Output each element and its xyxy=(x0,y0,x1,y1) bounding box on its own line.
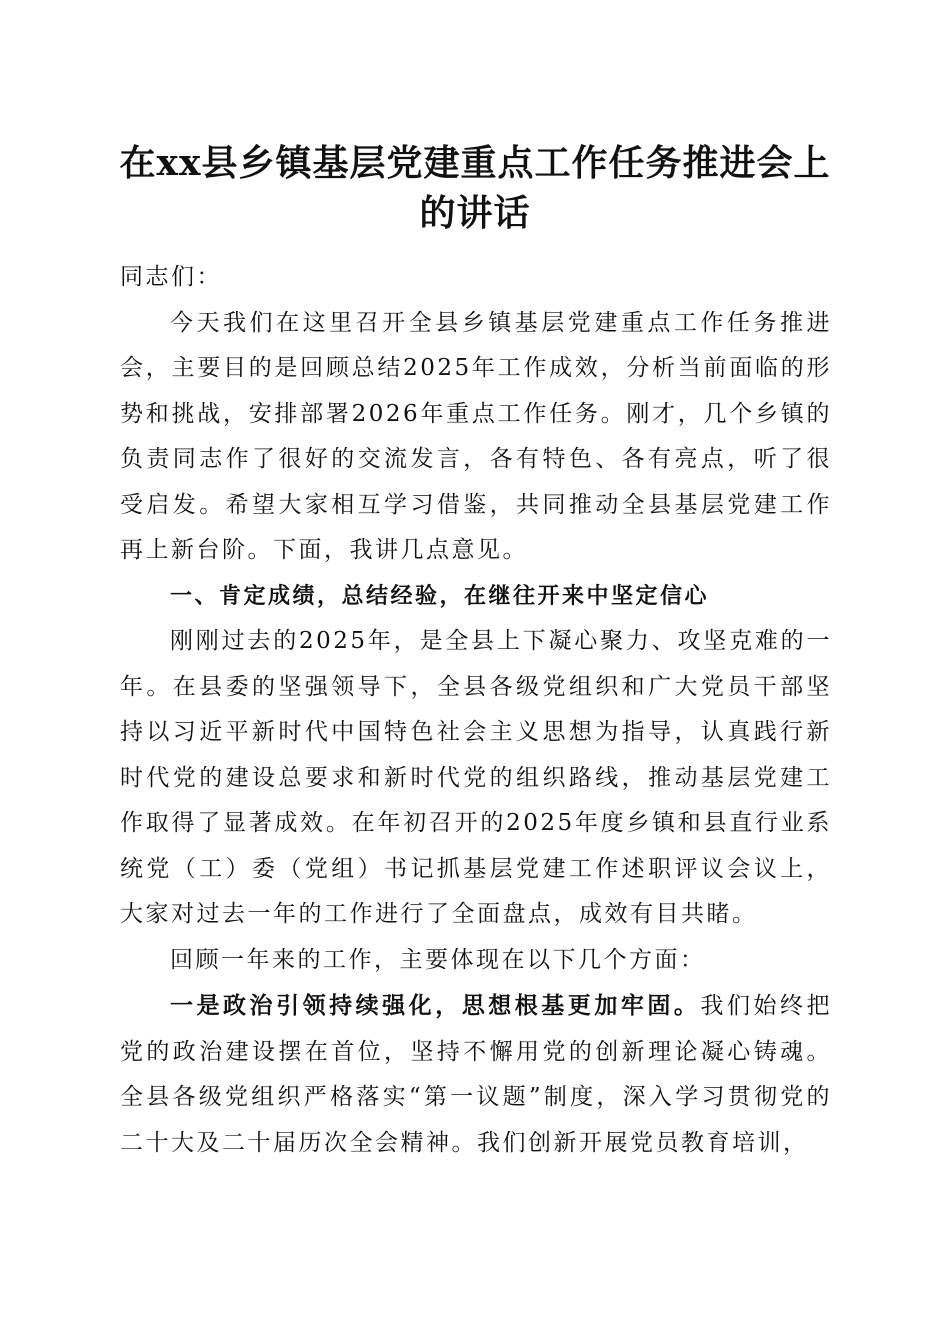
intro-paragraph: 今天我们在这里召开全县乡镇基层党建重点工作任务推进会，主要目的是回顾总结2025年工作成效，分析当前面临的形势和挑战，安排部署2026年重点工作任务。刚才，几个乡镇的负责同志作了很好的交流发言，各有特色、各有亮点，听了很受启发。希望大家相互学习借鉴，共同推动全县基层党建工作再上新台阶。下面，我讲几点意见。 xyxy=(120,309,832,563)
point-1-paragraph xyxy=(120,983,832,1166)
point-1-text: 我们始终把党的政治建设摆在首位，坚持不懈用党的创新理论凝心铸魂。全县各级党组织严格落实“第一议题”制度，深入学习贯彻党的二十大及二十届历次全会精神。我们创新开展党员教育培训， xyxy=(120,993,833,1156)
point-1-lead: 一是政治引领持续强化，思想根基更加牢固。 xyxy=(170,992,701,1019)
title-line-1: 在xx县乡镇基层党建重点工作任务推进会上 xyxy=(119,142,831,184)
document-body xyxy=(120,255,832,1166)
section-1-paragraph: 刚刚过去的2025年，是全县上下凝心聚力、攻坚克难的一年。在县委的坚强领导下，全县各级党组织和广大党员干部坚持以习近平新时代中国特色社会主义思想为指导，认真践行新时代党的建设总要求和新时代党的组织路线，推动基层党建工作取得了显著成效。在年初召开的2025年度乡镇和县直行业系统党（工）委（党组）书记抓基层党建工作述职评议会议上，大家对过去一年的工作进行了全面盘点，成效有目共睹。 xyxy=(120,628,832,927)
document-title xyxy=(110,138,840,238)
salutation: 同志们： xyxy=(120,264,222,290)
section-heading-1: 一、肯定成绩，总结经验，在继往开来中坚定信心 xyxy=(170,583,710,609)
title-line-2: 的讲话 xyxy=(419,192,531,234)
review-paragraph: 回顾一年来的工作，主要体现在以下几个方面： xyxy=(170,946,706,973)
